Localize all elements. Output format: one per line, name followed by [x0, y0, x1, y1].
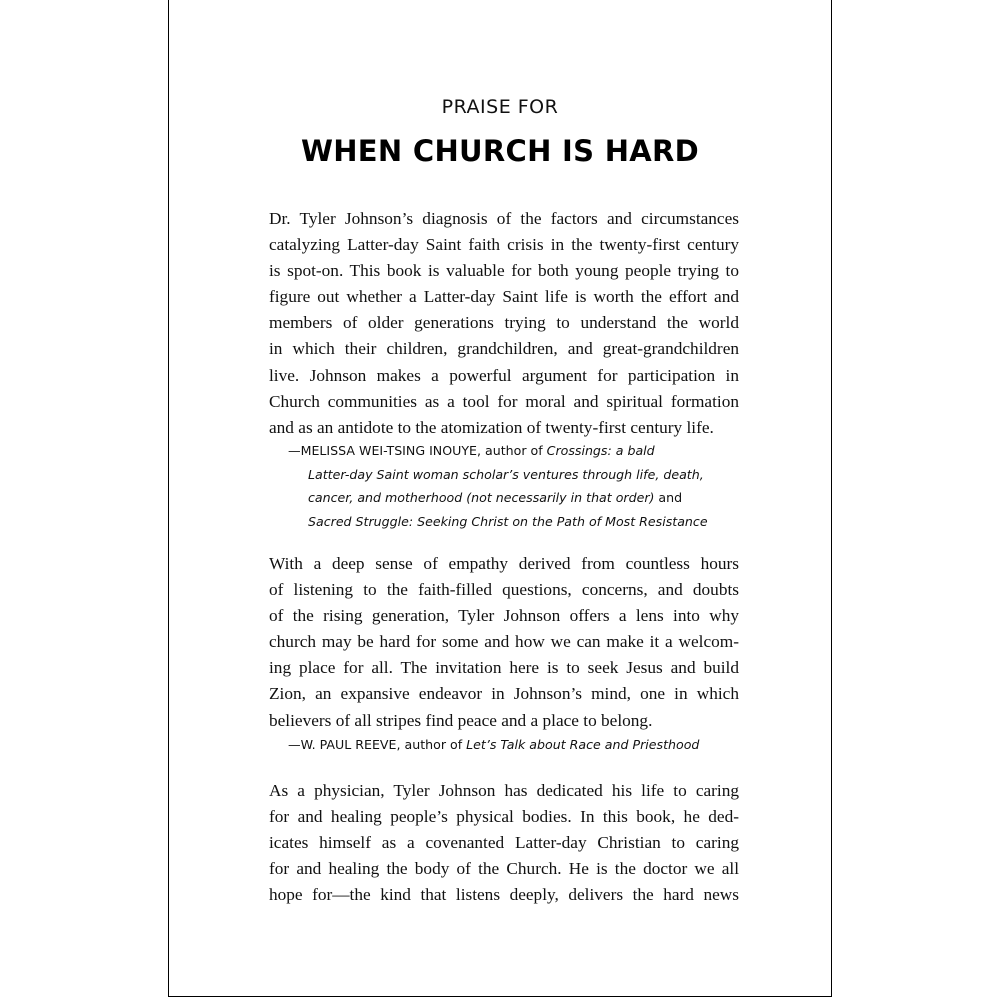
book-title: WHEN CHURCH IS HARD	[300, 134, 700, 168]
book-title-ref: cancer, and motherhood (not necessarily in that order)	[308, 490, 655, 505]
endorsement-2-attribution	[288, 733, 758, 757]
praise-kicker: PRAISE FOR	[441, 96, 559, 118]
endorsement-line: catalyzing Latter-day Saint faith crisis in the twenty-first century	[269, 235, 739, 255]
endorsement-line: and as an antidote to the atomization of twenty-first century life.	[269, 417, 714, 437]
endorsement-3-text	[269, 778, 739, 908]
endorsement-line: As a physician, Tyler Johnson has dedicated his life to caring	[269, 781, 739, 800]
book-title-ref: Crossings: a bald	[546, 443, 655, 458]
endorser-name: —W. PAUL REEVE	[288, 737, 397, 752]
endorsement-line: church may be hard for some and how we can make it a welcom-	[269, 632, 739, 652]
endorsement-line: live. Johnson makes a powerful argument for participation in	[269, 365, 739, 385]
endorsement-line: With a deep sense of empathy derived from countless hours	[269, 554, 739, 573]
endorsement-2-text	[269, 551, 739, 734]
author-of-text: , author of	[477, 443, 547, 458]
endorsement-line: Zion, an expansive endeavor in Johnson’s mind, one in which	[269, 684, 739, 704]
endorsement-line: figure out whether a Latter-day Saint life is worth the effort and	[269, 287, 739, 307]
endorsement-1-text	[269, 206, 739, 441]
endorsement-line: for and healing the body of the Church. He is the doctor we all	[269, 859, 739, 879]
conjunction-text: and	[654, 490, 683, 505]
endorsement-line: Dr. Tyler Johnson’s diagnosis of the factors and circumstances	[269, 209, 739, 228]
endorsement-1-attribution	[288, 439, 758, 533]
endorsement-line: of listening to the faith-filled questions, concerns, and doubts	[269, 580, 739, 600]
endorsement-line: Church communities as a tool for moral and spiritual formation	[269, 391, 739, 411]
endorsement-line: icates himself as a covenanted Latter-day Christian to caring	[269, 833, 739, 853]
book-title-ref: Sacred Struggle: Seeking Christ on the Path of Most Resistance	[308, 513, 708, 529]
endorsement-line: is spot-on. This book is valuable for both young people trying to	[269, 261, 739, 281]
endorsement-line: of the rising generation, Tyler Johnson offers a lens into why	[269, 606, 739, 626]
author-of-text: , author of	[396, 737, 467, 752]
book-title-ref: Latter-day Saint woman scholar’s ventures through life, death,	[308, 466, 704, 482]
endorsement-line: believers of all stripes find peace and a place to belong.	[269, 710, 653, 730]
book-page	[168, 0, 832, 997]
endorsement-line: for and healing people’s physical bodies. In this book, he ded-	[269, 807, 739, 827]
endorsement-line: members of older generations trying to understand the world	[269, 313, 739, 333]
endorser-name: —MELISSA WEI-TSING INOUYE	[288, 443, 477, 458]
endorsement-line: hope for—the kind that listens deeply, delivers the hard news	[269, 885, 739, 905]
endorsement-line: ing place for all. The invitation here is to seek Jesus and build	[269, 658, 739, 678]
book-title-ref: Let’s Talk about Race and Priesthood	[466, 737, 700, 752]
endorsement-line: in which their children, grandchildren, and great-grandchildren	[269, 339, 739, 359]
